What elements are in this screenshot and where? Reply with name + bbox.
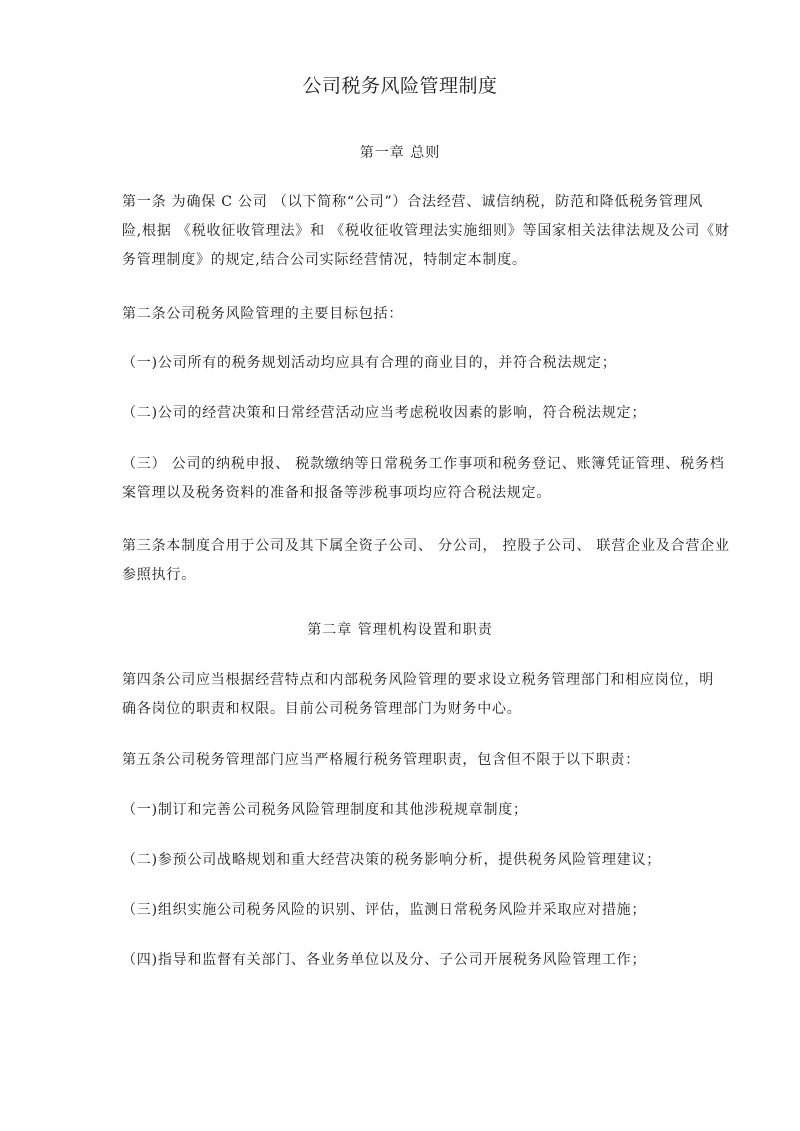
- article-2: 第二条公司税务风险管理的主要目标包括：: [122, 306, 404, 322]
- article-5-item-1: （一)制订和完善公司税务风险管理制度和其他涉税规章制度；: [122, 802, 528, 818]
- article-2-item-1: （一)公司所有的税务规划活动均应具有合理的商业目的，并符合税法规定；: [122, 355, 617, 371]
- article-5-item-4: （四)指导和监督有关部门、各业务单位以及分、子公司开展税务风险管理工作；: [122, 952, 647, 968]
- article-3: [122, 532, 730, 590]
- article-2-item-3-line-2: 案管理以及税务资料的准备和报备等涉税事项均应符合税法规定。: [122, 485, 552, 501]
- article-5-item-3: （三)组织实施公司税务风险的识别、评估，监测日常税务风险并采取应对措施；: [122, 902, 647, 918]
- article-3-line-1: 第三条本制度合用于公司及其下属全资子公司、 分公司， 控股子公司、 联营企业及合营企业: [122, 538, 730, 554]
- article-2-item-2: （二)公司的经营决策和日常经营活动应当考虑税收因素的影响，符合税法规定；: [122, 405, 647, 421]
- article-1: [122, 188, 730, 275]
- article-4: [122, 666, 714, 724]
- article-1-line-1: 第一条 为确保 C 公司 （以下简称“公司”）合法经营、诚信纳税，防范和降低税务管理风: [122, 194, 704, 210]
- article-5-item-2: （二)参预公司战略规划和重大经营决策的税务影响分析，提供税务风险管理建议；: [122, 852, 662, 868]
- article-3-line-2: 参照执行。: [122, 567, 196, 583]
- article-4-line-2: 确各岗位的职责和权限。目前公司税务管理部门为财务中心。: [122, 701, 522, 717]
- article-2-item-3: [122, 450, 725, 508]
- article-5: 第五条公司税务管理部门应当严格履行税务管理职责，包含但不限于以下职责：: [122, 752, 640, 768]
- article-2-item-3-line-1: （三） 公司的纳税申报、 税款缴纳等日常税务工作事项和税务登记、账簿凭证管理、税务档: [122, 456, 725, 472]
- article-1-line-2: 险,根据 《税收征收管理法》和 《税收征收管理法实施细则》等国家相关法律法规及公司《财: [122, 223, 730, 239]
- article-4-line-1: 第四条公司应当根据经营特点和内部税务风险管理的要求设立税务管理部门和相应岗位，明: [122, 672, 714, 688]
- article-1-line-3: 务管理制度》的规定,结合公司实际经营情况，特制定本制度。: [122, 252, 527, 268]
- chapter-2-heading: 第二章 管理机构设置和职责: [307, 622, 493, 638]
- document-title: 公司税务风险管理制度: [302, 75, 498, 97]
- chapter-1-heading: 第一章 总则: [359, 145, 441, 161]
